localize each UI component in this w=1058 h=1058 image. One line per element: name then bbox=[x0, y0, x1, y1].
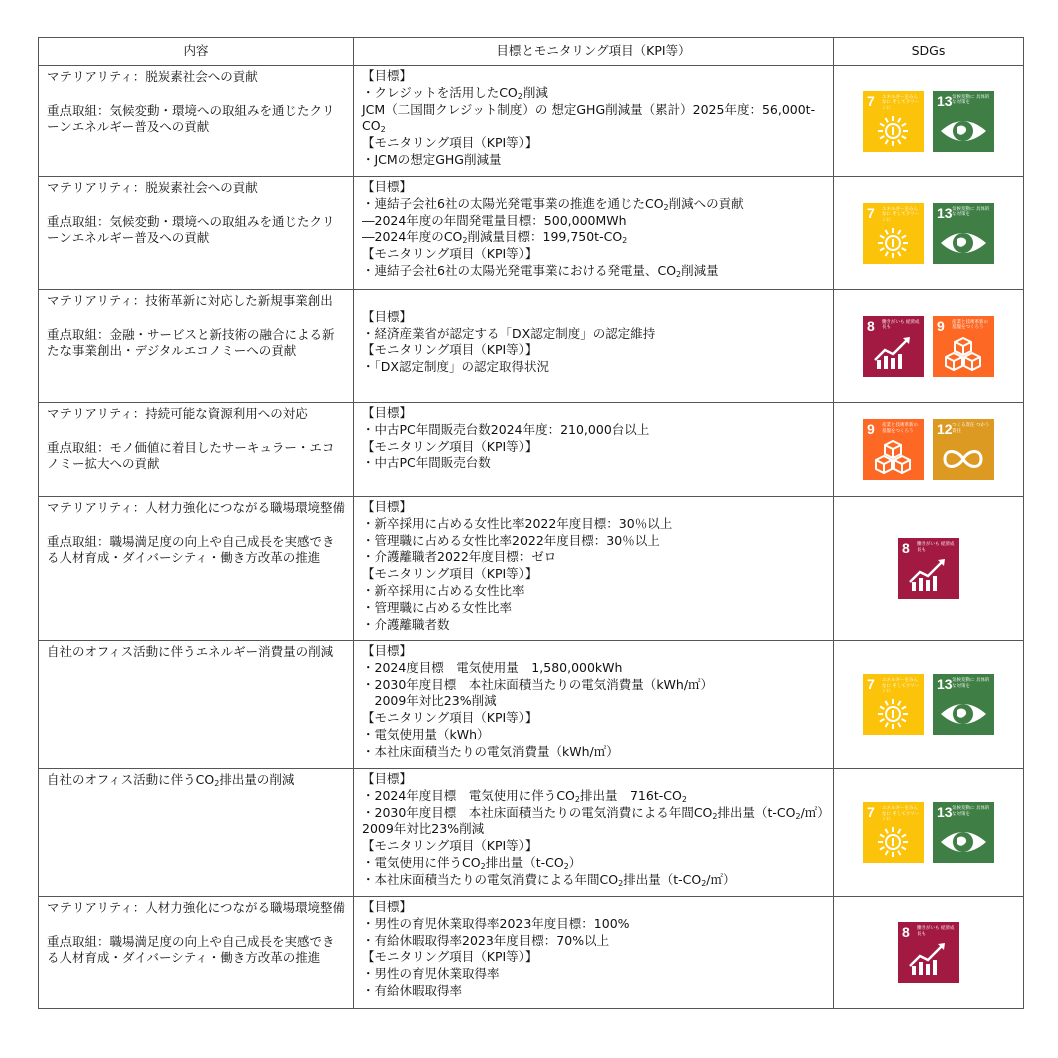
sdg-13-icon bbox=[933, 203, 994, 264]
sdg-title: エネルギーをみんなに そしてクリーンに bbox=[882, 206, 920, 223]
sdg-title: 働きがいも 経済成長も bbox=[917, 926, 955, 937]
sdg-8-symbol bbox=[863, 316, 924, 377]
table-row bbox=[39, 897, 1024, 1009]
kpi-line: JCM（二国間クレジット制度）の 想定GHG削減量（累計）2025年度：$56,000t-CO_2$ bbox=[362, 101, 816, 135]
kpi-line: ・電気使用量（kWh） bbox=[362, 726, 490, 742]
sdg-number: 13 bbox=[937, 676, 953, 692]
sdg-9-icon bbox=[933, 316, 994, 377]
sdg-number: 7 bbox=[867, 676, 875, 692]
kpi-line: 【モニタリング項目（KPI等）】 bbox=[362, 342, 538, 358]
sdgs-cell bbox=[834, 769, 1024, 897]
content-cell bbox=[39, 290, 354, 403]
kpi-cell bbox=[354, 177, 834, 290]
sdg-title: つくる責任 つかう責任 bbox=[952, 423, 990, 434]
kpi-cell bbox=[354, 641, 834, 769]
sdgs-cell bbox=[834, 290, 1024, 403]
kpi-line: 【目標】 bbox=[362, 899, 413, 914]
focus-area-text: 重点取組：気候変動・環境への取組みを通じたクリーンエネルギー普及への貢献 bbox=[47, 102, 335, 135]
kpi-line: 【目標】 bbox=[362, 643, 413, 658]
header-row bbox=[39, 38, 1024, 66]
content-cell bbox=[39, 403, 354, 497]
materiality-text: マテリアリティ：持続可能な資源利用への対応 bbox=[47, 406, 308, 421]
kpi-line: ―2024年度の年間発電量目標：500,000MWh bbox=[362, 212, 627, 228]
sdg-title: エネルギーをみんなに そしてクリーンに bbox=[882, 806, 920, 822]
sdg-title: 働きがいも 経済成長も bbox=[917, 542, 955, 553]
sdg-title: 気候変動に 具体的な対策を bbox=[952, 206, 990, 217]
materiality-text: 自社のオフィス活動に伴う$CO_2$排出量の削減 bbox=[47, 772, 295, 788]
sdg-13-icon bbox=[933, 674, 994, 735]
kpi-line: ・経済産業省が認定する「DX認定制度」の認定維持 bbox=[362, 325, 656, 341]
content-cell bbox=[39, 769, 354, 897]
sdgs-cell bbox=[834, 897, 1024, 1009]
kpi-line: 【モニタリング項目（KPI等）】 bbox=[362, 566, 538, 582]
sdg-title: 産業と技術革新の 基盤をつくろう bbox=[882, 423, 918, 434]
sdg-number: 8 bbox=[902, 924, 910, 940]
kpi-line: 【目標】 bbox=[362, 68, 413, 83]
kpi-line: ・中古PC年間販売台数 bbox=[362, 455, 491, 471]
table-row bbox=[39, 641, 1024, 769]
kpi-cell bbox=[354, 497, 834, 641]
content-cell bbox=[39, 177, 354, 290]
sdg-7-symbol bbox=[863, 91, 924, 152]
kpi-line: 【モニタリング項目（KPI等）】 bbox=[362, 710, 538, 726]
sdgs-cell bbox=[834, 66, 1024, 177]
sdg-title: エネルギーをみんなに そしてクリーンに bbox=[882, 94, 920, 111]
kpi-line: 【モニタリング項目（KPI等）】 bbox=[362, 838, 538, 854]
sdgs-cell bbox=[834, 497, 1024, 641]
sdg-icons bbox=[834, 922, 1023, 983]
table-row bbox=[39, 403, 1024, 497]
sdg-7-icon bbox=[863, 203, 924, 264]
focus-area-text: 重点取組：モノ価値に着目したサーキュラー・エコノミー拡大への貢献 bbox=[47, 439, 335, 472]
kpi-line: 【目標】 bbox=[362, 771, 413, 786]
sdg-13-icon bbox=[933, 91, 994, 152]
kpi-line: 【目標】 bbox=[362, 308, 413, 324]
kpi-line: ・有給休暇取得率 bbox=[362, 982, 463, 998]
sdg-9-symbol bbox=[863, 419, 924, 480]
kpi-line: ・電気使用に伴う$CO_2$排出量$(t-CO_2)$ bbox=[362, 854, 582, 871]
sdg-number: 9 bbox=[867, 421, 875, 437]
content-cell bbox=[39, 897, 354, 1009]
sdgs-cell bbox=[834, 403, 1024, 497]
focus-area-text: 重点取組：職場満足度の向上や自己成長を実感できる人材育成・ダイバーシティ・働き方改革の推進 bbox=[47, 933, 335, 966]
sdg-icons bbox=[834, 538, 1023, 599]
sdg-7-symbol bbox=[863, 674, 924, 735]
kpi-line: ・2024年度目標 電気使用に伴う$CO_2$排出量 $716t-CO_2$ bbox=[362, 787, 687, 804]
sdg-8-symbol bbox=[898, 922, 959, 983]
content-cell bbox=[39, 497, 354, 641]
sdg-title: 気候変動に 具体的な対策を bbox=[952, 678, 990, 689]
table-row bbox=[39, 497, 1024, 641]
sdg-number: 7 bbox=[867, 804, 875, 820]
sdg-number: 9 bbox=[937, 317, 945, 334]
sdg-13-symbol bbox=[933, 91, 994, 152]
sdg-number: 8 bbox=[867, 317, 875, 334]
sdg-13-symbol bbox=[933, 203, 994, 264]
kpi-line: ・管理職に占める女性比率 bbox=[362, 599, 513, 615]
kpi-line: ・介護離職者数 bbox=[362, 616, 450, 632]
kpi-line: 【モニタリング項目（KPI等）】 bbox=[362, 438, 538, 454]
kpi-line: ・新卒採用に占める女性比率2022年度目標：30％以上 bbox=[362, 515, 673, 531]
sdgs-cell bbox=[834, 177, 1024, 290]
kpi-cell bbox=[354, 403, 834, 497]
sdg-title: 働きがいも 経済成長も bbox=[882, 319, 920, 330]
header-sdgs: SDGs bbox=[834, 38, 1024, 66]
materiality-text: マテリアリティ：人材力強化につながる職場環境整備 bbox=[47, 500, 346, 515]
kpi-line: ・2024度目標 電気使用量 1,580,000kWh bbox=[362, 659, 623, 675]
sdg-8-icon bbox=[898, 538, 959, 599]
kpi-line: ・中古PC年間販売台数2024年度：210,000台以上 bbox=[362, 421, 650, 437]
kpi-cell bbox=[354, 290, 834, 403]
sdg-number: 7 bbox=[867, 92, 875, 109]
table-row bbox=[39, 177, 1024, 290]
sdg-13-symbol bbox=[933, 802, 994, 863]
focus-area-text: 重点取組：金融・サービスと新技術の融合による新たな事業創出・デジタルエコノミーへの貢献 bbox=[47, 326, 335, 359]
materiality-text: マテリアリティ：人材力強化につながる職場環境整備 bbox=[47, 900, 346, 915]
materiality-text: マテリアリティ：脱炭素社会への貢献 bbox=[47, 180, 258, 195]
sdg-7-icon bbox=[863, 674, 924, 735]
kpi-line: ・男性の育児休業取得率 bbox=[362, 966, 500, 982]
sdg-7-icon bbox=[863, 91, 924, 152]
sdg-7-symbol bbox=[863, 203, 924, 264]
sdg-title: エネルギーをみんなに そしてクリーンに bbox=[882, 678, 920, 694]
table-row bbox=[39, 66, 1024, 177]
focus-area-text: 重点取組：気候変動・環境への取組みを通じたクリーンエネルギー普及への貢献 bbox=[47, 213, 335, 246]
sdg-icons bbox=[834, 203, 1023, 264]
kpi-line: ・「DX認定制度」の認定取得状況 bbox=[362, 359, 549, 375]
sdg-icons bbox=[834, 419, 1023, 480]
sdgs-kpi-table bbox=[38, 37, 1024, 1009]
sdg-title: 気候変動に 具体的な対策を bbox=[952, 94, 990, 105]
sdg-number: 13 bbox=[937, 92, 953, 109]
kpi-line: ・男性の育児休業取得率2023年度目標：100% bbox=[362, 915, 630, 931]
sdg-7-symbol bbox=[863, 802, 924, 863]
kpi-line: 【目標】 bbox=[362, 405, 413, 420]
kpi-line: 【モニタリング項目（KPI等）】 bbox=[362, 135, 538, 151]
sdg-12-icon bbox=[933, 419, 994, 480]
table-row bbox=[39, 769, 1024, 897]
kpi-line: 【目標】 bbox=[362, 499, 413, 514]
kpi-line: 【目標】 bbox=[362, 179, 413, 194]
sdg-number: 7 bbox=[867, 204, 875, 221]
sdg-13-icon bbox=[933, 802, 994, 863]
kpi-line: ・2030年度目標 本社床面積当たりの電気消費による年間$CO_2$排出量$(t-CO_2/㎡)$ 2009年対比23%削減 bbox=[362, 804, 837, 837]
kpi-line: ・介護離職者2022年度目標：ゼロ bbox=[362, 549, 557, 565]
sdg-9-icon bbox=[863, 419, 924, 480]
sdg-number: 12 bbox=[937, 421, 953, 437]
sdg-icons bbox=[834, 802, 1023, 863]
sdg-icons bbox=[834, 674, 1023, 735]
sdg-13-symbol bbox=[933, 674, 994, 735]
materiality-text: 自社のオフィス活動に伴うエネルギー消費量の削減 bbox=[47, 644, 334, 659]
kpi-line: ・本社床面積当たりの電気消費量（kWh/㎡） bbox=[362, 743, 619, 759]
kpi-cell bbox=[354, 897, 834, 1009]
header-kpi: 目標とモニタリング項目（KPI等） bbox=[354, 38, 834, 66]
kpi-cell bbox=[354, 66, 834, 177]
kpi-line bbox=[362, 292, 825, 309]
kpi-line: ・連結子会社6社の太陽光発電事業の推進を通じた$CO_2$削減への貢献 bbox=[362, 195, 744, 212]
header-content: 内容 bbox=[39, 38, 354, 66]
sdg-7-icon bbox=[863, 802, 924, 863]
sdg-title: 気候変動に 具体的な対策を bbox=[952, 806, 990, 817]
sdg-12-symbol bbox=[933, 419, 994, 480]
kpi-line: ・JCMの想定GHG削減量 bbox=[362, 151, 502, 167]
table-row bbox=[39, 290, 1024, 403]
kpi-line: ・連結子会社6社の太陽光発電事業における発電量、$CO_2$削減量 bbox=[362, 262, 719, 279]
sdg-8-symbol bbox=[898, 538, 959, 599]
sdgs-cell bbox=[834, 641, 1024, 769]
sdg-8-icon bbox=[863, 316, 924, 377]
kpi-line: ・2030年度目標 本社床面積当たりの電気消費量（kWh/㎡） bbox=[362, 676, 714, 692]
materiality-text: マテリアリティ：技術革新に対応した新規事業創出 bbox=[47, 293, 333, 308]
kpi-line: ・有給休暇取得率2023年度目標：70%以上 bbox=[362, 932, 610, 948]
sdg-number: 8 bbox=[902, 540, 910, 556]
sdg-number: 13 bbox=[937, 204, 953, 221]
materiality-text: マテリアリティ：脱炭素社会への貢献 bbox=[47, 69, 258, 84]
kpi-line: 【モニタリング項目（KPI等）】 bbox=[362, 246, 538, 262]
kpi-line: ・新卒採用に占める女性比率 bbox=[362, 582, 525, 598]
sdg-number: 13 bbox=[937, 804, 953, 820]
kpi-line: ・本社床面積当たりの電気消費による年間$CO_2$排出量$(t-CO_2/㎡)$ bbox=[362, 871, 736, 888]
sdg-title: 産業と技術革新の 基盤をつくろう bbox=[952, 319, 988, 330]
kpi-line: ・クレジットを活用した$CO_2$削減 bbox=[362, 84, 548, 101]
kpi-line: ―2024年度の$CO_2$削減量目標：$199,750t-CO_2$ bbox=[362, 229, 628, 246]
sdg-8-icon bbox=[898, 922, 959, 983]
kpi-line: 2009年対比23%削減 bbox=[362, 693, 497, 709]
sdg-icons bbox=[834, 316, 1023, 377]
focus-area-text: 重点取組：職場満足度の向上や自己成長を実感できる人材育成・ダイバーシティ・働き方改革の推進 bbox=[47, 533, 335, 566]
kpi-line: 【モニタリング項目（KPI等）】 bbox=[362, 949, 538, 965]
content-cell bbox=[39, 641, 354, 769]
sdg-icons bbox=[834, 91, 1023, 152]
content-cell bbox=[39, 66, 354, 177]
sdg-9-symbol bbox=[933, 316, 994, 377]
kpi-line: ・管理職に占める女性比率2022年度目標：30％以上 bbox=[362, 532, 660, 548]
kpi-cell bbox=[354, 769, 837, 897]
